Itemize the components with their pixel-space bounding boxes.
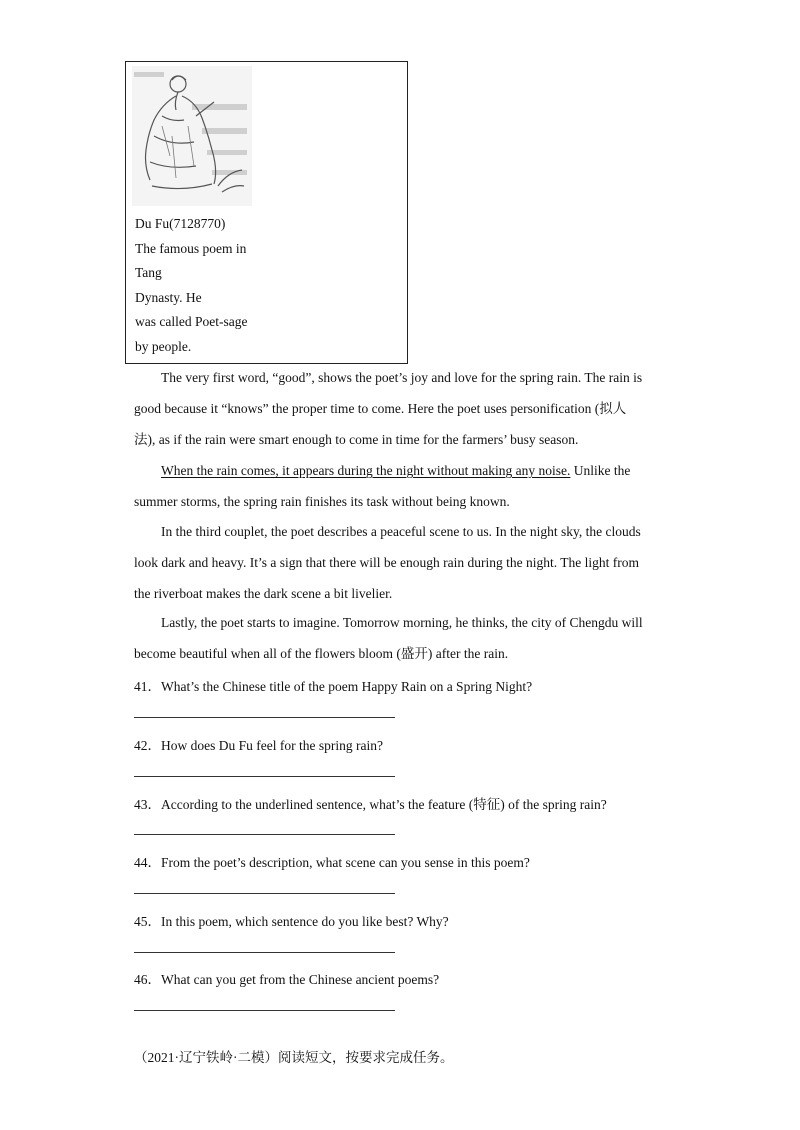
question-45 <box>134 910 449 930</box>
question-text: What can you get from the Chinese ancient poems? <box>161 972 440 987</box>
answer-line-45[interactable] <box>134 952 395 953</box>
question-44 <box>134 851 530 871</box>
paragraph-text: Unlike the <box>570 463 631 478</box>
question-41 <box>134 675 532 695</box>
question-text: According to the underlined sentence, what’s the feature (特征) of the spring rain? <box>161 797 607 812</box>
paragraph-line: look dark and heavy. It’s a sign that there will be enough rain during the night. The light from <box>134 555 640 570</box>
du-fu-portrait-image <box>132 66 252 206</box>
question-number: 42． <box>134 738 161 753</box>
question-text: In this poem, which sentence do you like best? Why? <box>161 914 449 929</box>
paragraph-4 <box>134 607 674 669</box>
answer-line-41[interactable] <box>134 717 395 718</box>
caption-line: Dynasty. He <box>135 289 202 305</box>
caption-line: The famous poem in <box>135 240 247 256</box>
answer-line-46[interactable] <box>134 1010 395 1011</box>
question-number: 46． <box>134 972 161 987</box>
question-text: What’s the Chinese title of the poem Happy Rain on a Spring Night? <box>161 679 533 694</box>
caption-line: was called Poet-sage <box>135 314 248 329</box>
question-text: From the poet’s description, what scene can you sense in this poem? <box>161 855 530 870</box>
paragraph-1 <box>134 362 674 455</box>
question-number: 41． <box>134 679 161 694</box>
paragraph-line: summer storms, the spring rain finishes its task without being known. <box>134 494 510 509</box>
poet-info-box <box>125 61 408 364</box>
paragraph-line <box>134 455 674 486</box>
paragraph-line: In the third couplet, the poet describes a peaceful scene to us. In the night sky, the clouds <box>161 524 641 539</box>
paragraph-line: Lastly, the poet starts to imagine. Tomorrow morning, he thinks, the city of Chengdu will <box>161 615 643 630</box>
paragraph-line: the riverboat makes the dark scene a bit livelier. <box>134 586 393 601</box>
question-number: 45． <box>134 914 161 929</box>
paragraph-line: become beautiful when all of the flowers bloom (盛开) after the rain. <box>134 646 509 661</box>
question-43 <box>134 793 607 813</box>
paragraph-line: good because it “knows” the proper time to come. Here the poet uses personification (拟人 <box>134 401 627 416</box>
paragraph-line: The very first word, “good”, shows the poet’s joy and love for the spring rain. The rain is <box>161 370 643 385</box>
answer-line-44[interactable] <box>134 893 395 894</box>
caption-line: Du Fu(7128770) <box>135 216 226 231</box>
caption-line: Tang <box>135 265 162 280</box>
question-46 <box>134 968 439 988</box>
next-section-heading: （2021·辽宁铁岭·二模）阅读短文，按要求完成任务。 <box>134 1050 454 1065</box>
paragraph-line: 法), as if the rain were smart enough to come in time for the farmers’ busy season. <box>134 432 579 447</box>
answer-line-42[interactable] <box>134 776 395 777</box>
question-text: How does Du Fu feel for the spring rain? <box>161 738 383 753</box>
caption-line: by people. <box>135 338 192 354</box>
answer-line-43[interactable] <box>134 834 395 835</box>
poet-caption <box>135 212 247 359</box>
paragraph-3 <box>134 516 674 609</box>
underlined-sentence: When the rain comes, it appears during the night without making any noise. <box>161 463 571 478</box>
question-number: 44． <box>134 855 161 870</box>
question-number: 43． <box>134 797 161 812</box>
paragraph-2 <box>134 455 674 517</box>
question-42 <box>134 734 383 754</box>
